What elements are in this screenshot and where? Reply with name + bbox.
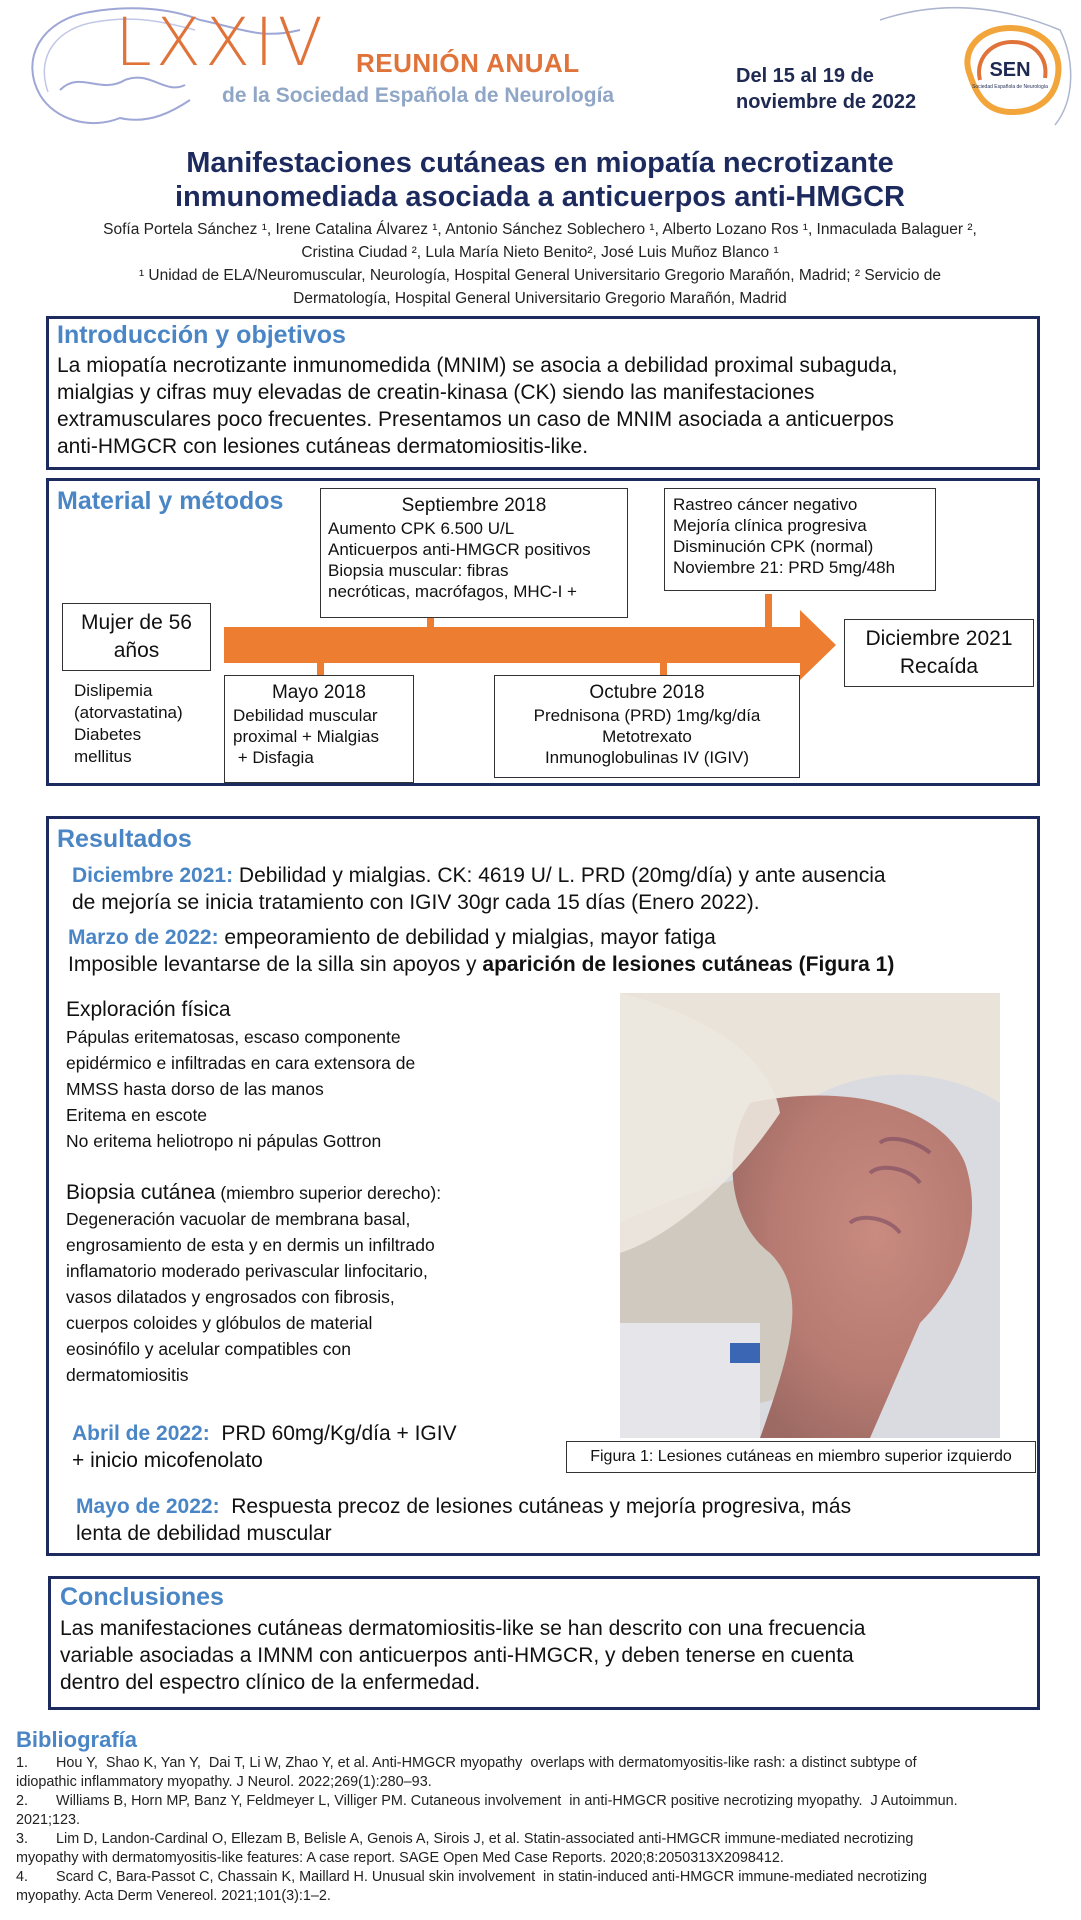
timeline-tick-mayo: [317, 661, 324, 675]
conclusions-text: Las manifestaciones cutáneas dermatomiositis-like se han descrito con una frecuencia variable asociadas a IMNM con anticuerpos anti-HMGCR, y deben tenerse en cuenta dentro del espectro clínico de la enfermedad.: [60, 1617, 866, 1694]
oct-2018-box: Octubre 2018 Prednisona (PRD) 1mg/kg/día Metotrexato Inmunoglobulinas IV (IGIV): [494, 675, 800, 778]
timeline-tick-sept: [427, 617, 434, 629]
conclusions-title: Conclusiones: [60, 1583, 224, 1611]
intro-section: [46, 316, 1040, 470]
reference-2: 2. Williams B, Horn MP, Banz Y, Feldmeyer L, Villiger PM. Cutaneous involvement in anti-HMGCR positive necrotizing myopathy. J Autoimmun. 2021;123.: [16, 1793, 958, 1828]
skin-lesion-photo: [620, 993, 1000, 1438]
mayo-2018-box: Mayo 2018 Debilidad muscular proximal + Mialgias + Disfagia: [224, 675, 414, 783]
dic-2021-box: Diciembre 2021 Recaída: [844, 619, 1034, 687]
timeline-arrowhead-icon: [800, 610, 840, 680]
svg-text:Sociedad Española de Neurologí: Sociedad Española de Neurología: [972, 84, 1048, 90]
society-name: de la Sociedad Española de Neurología: [222, 84, 615, 107]
bibliography-title: Bibliografía: [16, 1727, 138, 1752]
timeline-tick-oct: [660, 661, 667, 675]
reference-1: 1. Hou Y, Shao K, Yan Y, Dai T, Li W, Zhao Y, et al. Anti-HMGCR myopathy overlaps with dermatomyositis-like rash: a distinct subtype of idiopathic inflammatory myopathy. J Neurol. 2022;269(1):280–93.: [16, 1755, 917, 1790]
result-abr-2022: Abril de 2022: PRD 60mg/Kg/día + IGIV + inicio micofenolato: [72, 1422, 457, 1472]
reference-3: 3. Lim D, Landon-Cardinal O, Ellezam B, Belisle A, Genois A, Sirois J, et al. Statin-associated anti-HMGCR immune-mediated necrotizing myopathy with dermatomyositis-like features: A case report. SAGE Open Med Case Reports. 2020;8:2050313X2098412.: [16, 1831, 914, 1866]
sept-2018-box: Septiembre 2018 Aumento CPK 6.500 U/L Anticuerpos anti-HMGCR positivos Biopsia muscular: fibras necróticas, macrófagos, MHC-I +: [320, 488, 628, 618]
patient-box: Mujer de 56 años: [62, 603, 211, 671]
svg-text:SEN: SEN: [989, 59, 1031, 81]
figure-caption: Figura 1: Lesiones cutáneas en miembro superior izquierdo: [566, 1441, 1036, 1473]
result-dic-2021: Diciembre 2021: Debilidad y mialgias. CK: 4619 U/ L. PRD (20mg/día) y ante ausencia de mejoría se inicia tratamiento con IGIV 30gr cada 15 días (Enero 2022).: [72, 864, 886, 914]
sen-logo: [950, 20, 1068, 124]
bibliography-list: [16, 1754, 1066, 1906]
reference-4: 4. Scard C, Bara-Passot C, Chassain K, Maillard H. Unusual skin involvement in statin-induced anti-HMGCR immune-mediated necrotizing myopathy. Acta Derm Venereol. 2021;101(3):1–2.: [16, 1869, 927, 1904]
authors-affiliations: Sofía Portela Sánchez ¹, Irene Catalina Álvarez ¹, Antonio Sánchez Soblechero ¹, Alberto Lozano Ros ¹, Inmaculada Balaguer ², Cristina Ciudad ², Lula María Nieto Benito², José Luis Muñoz Blanco ¹ ¹ Unidad de ELA/Neuromuscular, Neurología, Hospital General Universitario Gregorio Marañón, Madrid; ² Servicio de Dermatología, Hospital General Universitario Gregorio Marañón, Madrid: [103, 221, 977, 307]
methods-title: Material y métodos: [57, 487, 284, 515]
timeline-arrow: [224, 627, 804, 663]
biopsia-cutanea: Biopsia cutánea (miembro superior derecho): Degeneración vacuolar de membrana basal, engrosamiento de esta y en dermis un infiltrado inflamatorio moderado perivascular linfocitario, vasos dilatados y engrosados con fibrosis, cuerpos coloides y glóbulos de material eosinófilo y acelular compatibles con dermatomiositis: [66, 1181, 442, 1385]
poster-title: Manifestaciones cutáneas en miopatía necrotizante inmunomediada asociada a anticuerpos anti-HMGCR: [175, 147, 905, 213]
poster-header: [0, 0, 1081, 140]
intro-text: La miopatía necrotizante inmunomedida (MNIM) se asocia a debilidad proximal subaguda, mialgias y cifras muy elevadas de creatin-kinasa (CK) siendo las manifestaciones extramusculares poco frecuentes. Presentamos un caso de MNIM asociada a anticuerpos anti-HMGCR con lesiones cutáneas dermatomiositis-like.: [57, 354, 898, 458]
result-may-2022: Mayo de 2022: Respuesta precoz de lesiones cutáneas y mejoría progresiva, más lenta de debilidad muscular: [76, 1495, 852, 1545]
intro-title: Introducción y objetivos: [57, 321, 346, 349]
timeline-tick-rastreo: [765, 594, 772, 629]
meeting-number: LXXIV: [115, 4, 327, 81]
rastreo-box: Rastreo cáncer negativo Mejoría clínica progresiva Disminución CPK (normal) Noviembre 21: PRD 5mg/48h: [664, 488, 936, 591]
exploracion-fisica: Exploración física Pápulas eritematosas, escaso componente epidérmico e infiltradas en cara extensora de MMSS hasta dorso de las manos Eritema en escote No eritema heliotropo ni pápulas Gottron: [66, 998, 416, 1151]
patient-history: Dislipemia (atorvastatina) Diabetes mellitus: [74, 681, 183, 766]
conclusions-section: [48, 1576, 1040, 1710]
meeting-name: REUNIÓN ANUAL: [356, 48, 580, 78]
meeting-dates: Del 15 al 19 de noviembre de 2022: [736, 65, 917, 113]
results-title: Resultados: [57, 825, 192, 853]
arm-photo-image: [620, 993, 1000, 1438]
result-mar-2022: Marzo de 2022: empeoramiento de debilidad y mialgias, mayor fatiga Imposible levantarse de la silla sin apoyos y aparición de lesiones cutáneas (Figura 1): [68, 926, 895, 976]
